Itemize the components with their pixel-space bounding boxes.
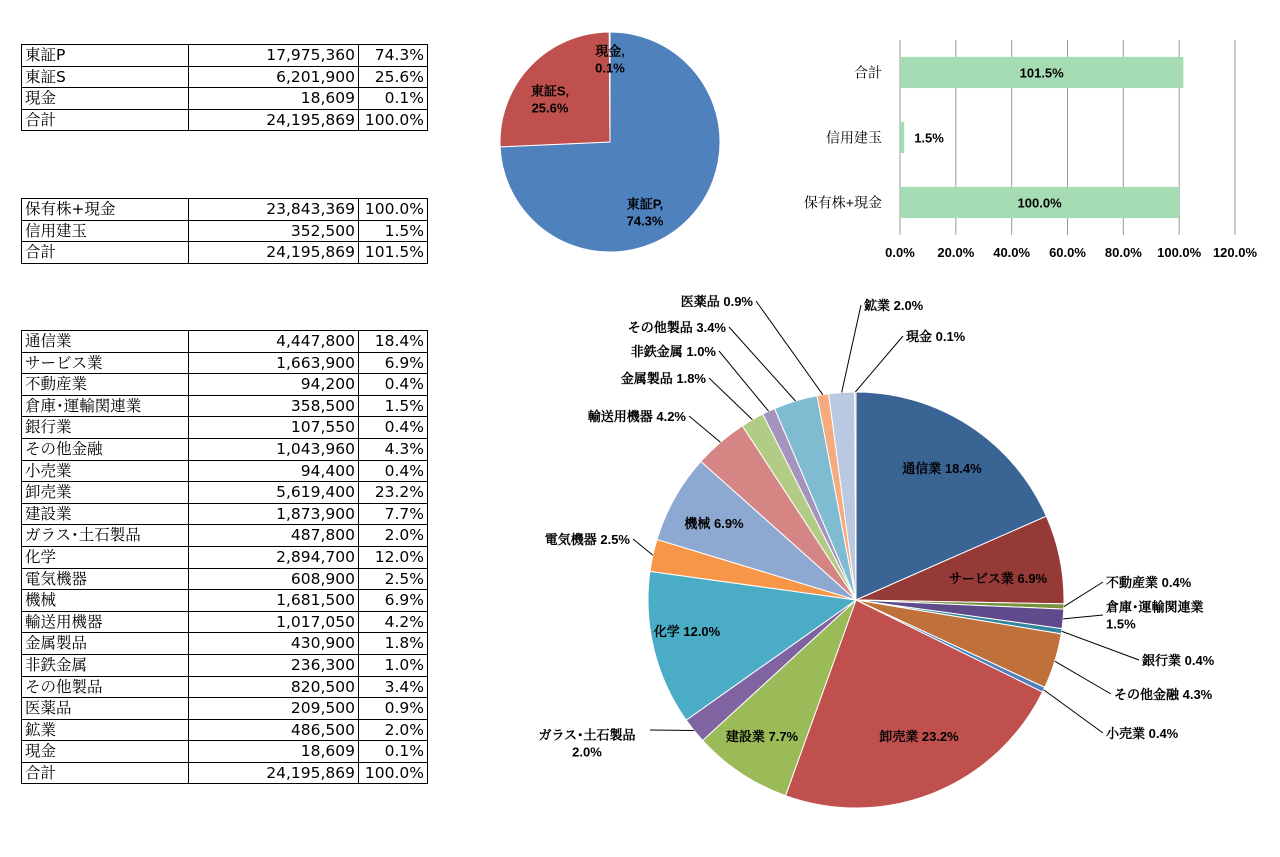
leader-line (1044, 690, 1103, 733)
row-percent: 1.0% (359, 654, 428, 676)
pie-data-label: 現金 0.1% (906, 329, 966, 344)
row-percent: 74.3% (359, 45, 428, 67)
pie-data-label: その他金融 4.3% (1114, 687, 1213, 702)
row-percent: 4.2% (359, 611, 428, 633)
table-row (22, 482, 428, 504)
row-value: 1,043,960 (189, 438, 359, 460)
row-name: サービス業 (22, 352, 189, 374)
row-name: 不動産業 (22, 374, 189, 396)
pie-data-label: 医薬品 0.9% (680, 294, 753, 309)
row-percent: 1.5% (359, 395, 428, 417)
x-tick-label: 20.0% (937, 245, 975, 260)
table-row (22, 199, 428, 221)
pie-data-label: 卸売業 23.2% (879, 729, 959, 744)
row-value: 24,195,869 (189, 109, 359, 131)
row-value: 24,195,869 (189, 242, 359, 264)
row-value: 1,663,900 (189, 352, 359, 374)
y-category-label: 合計 (854, 64, 882, 81)
row-value: 1,873,900 (189, 503, 359, 525)
table-row (22, 352, 428, 374)
table-row (22, 633, 428, 655)
leader-line (633, 539, 653, 555)
pie-data-label: 金属製品 1.8% (620, 371, 706, 386)
row-name: 卸売業 (22, 482, 189, 504)
row-value: 1,681,500 (189, 590, 359, 612)
leader-line (1064, 582, 1103, 607)
pie-data-label: 銀行業 0.4% (1142, 653, 1215, 668)
table-total-row (22, 242, 428, 264)
table-row (22, 438, 428, 460)
pie-data-label: その他製品 3.4% (627, 320, 726, 335)
table-row (22, 568, 428, 590)
row-name: 小売業 (22, 460, 189, 482)
bar-data-label: 101.5% (1019, 65, 1064, 81)
row-percent: 3.4% (359, 676, 428, 698)
row-value: 209,500 (189, 698, 359, 720)
row-value: 2,894,700 (189, 546, 359, 568)
row-name: その他金融 (22, 438, 189, 460)
row-percent: 1.5% (359, 220, 428, 242)
table-row (22, 503, 428, 525)
row-percent: 0.1% (359, 88, 428, 110)
row-value: 487,800 (189, 525, 359, 547)
table-row (22, 417, 428, 439)
table-total-row (22, 762, 428, 784)
row-value: 430,900 (189, 633, 359, 655)
x-tick-label: 60.0% (1049, 245, 1086, 260)
x-tick-label: 80.0% (1104, 245, 1142, 260)
bar-data-label: 100.0% (1017, 195, 1062, 211)
table-row (22, 45, 428, 67)
bar-data-label: 1.5% (914, 130, 944, 146)
row-percent: 4.3% (359, 438, 428, 460)
row-value: 236,300 (189, 654, 359, 676)
row-name: 電気機器 (22, 568, 189, 590)
row-percent: 2.5% (359, 568, 428, 590)
leader-line (689, 416, 720, 442)
pie-data-label: 非鉄金属 1.0% (630, 344, 716, 359)
row-value: 94,200 (189, 374, 359, 396)
row-percent: 6.9% (359, 590, 428, 612)
y-category-label: 信用建玉 (826, 129, 882, 146)
table-row (22, 66, 428, 88)
row-percent: 2.0% (359, 719, 428, 741)
table-row (22, 331, 428, 353)
leader-line (650, 730, 694, 731)
row-name: 合計 (22, 242, 189, 264)
pie-data-label: 小売業 0.4% (1106, 726, 1179, 741)
row-percent: 25.6% (359, 66, 428, 88)
row-value: 6,201,900 (189, 66, 359, 88)
pie-data-label: ガラス･土石製品 2.0% (538, 727, 636, 760)
pie-data-label: 輸送用機器 4.2% (587, 409, 686, 424)
pie-data-label: 鉱業 2.0% (864, 298, 924, 313)
row-name: 現金 (22, 741, 189, 763)
leader-line (855, 336, 903, 392)
table-row (22, 741, 428, 763)
row-value: 107,550 (189, 417, 359, 439)
row-name: 機械 (22, 590, 189, 612)
row-value: 352,500 (189, 220, 359, 242)
row-name: ガラス･土石製品 (22, 525, 189, 547)
leader-line (1062, 631, 1139, 660)
table-row (22, 88, 428, 110)
pie-data-label: 東証P, 74.3% (626, 196, 664, 229)
leader-line (719, 351, 769, 411)
pie-data-label: 電気機器 2.5% (544, 532, 630, 547)
row-name: 現金 (22, 88, 189, 110)
row-name: 合計 (22, 762, 189, 784)
row-percent: 0.9% (359, 698, 428, 720)
row-value: 1,017,050 (189, 611, 359, 633)
row-percent: 12.0% (359, 546, 428, 568)
row-value: 486,500 (189, 719, 359, 741)
row-value: 4,447,800 (189, 331, 359, 353)
row-percent: 100.0% (359, 109, 428, 131)
row-name: 金属製品 (22, 633, 189, 655)
pie-data-label: 東証S, 25.6% (530, 83, 570, 116)
pie-data-label: 機械 6.9% (684, 516, 744, 531)
row-percent: 0.4% (359, 460, 428, 482)
table-total-row (22, 109, 428, 131)
market-pie-chart (490, 22, 730, 262)
pie-data-label: 化学 12.0% (653, 624, 721, 639)
row-name: 医薬品 (22, 698, 189, 720)
x-tick-label: 120.0% (1212, 245, 1258, 260)
pie-data-label: 倉庫･運輸関連業 1.5% (1106, 599, 1204, 632)
row-value: 23,843,369 (189, 199, 359, 221)
market-table (21, 44, 428, 131)
row-value: 24,195,869 (189, 762, 359, 784)
row-name: 信用建玉 (22, 220, 189, 242)
row-name: その他製品 (22, 676, 189, 698)
row-percent: 6.9% (359, 352, 428, 374)
leader-line (1063, 615, 1103, 619)
row-value: 820,500 (189, 676, 359, 698)
row-percent: 0.4% (359, 374, 428, 396)
row-percent: 0.1% (359, 741, 428, 763)
row-name: 化学 (22, 546, 189, 568)
pie-data-label: 不動産業 0.4% (1106, 575, 1192, 590)
leader-line (1055, 661, 1111, 694)
leader-line (756, 301, 823, 395)
row-value: 5,619,400 (189, 482, 359, 504)
row-percent: 1.8% (359, 633, 428, 655)
row-name: 保有株+現金 (22, 199, 189, 221)
pie-data-label: 現金, 0.1% (595, 43, 625, 76)
bar (900, 122, 904, 153)
pie-data-label: サービス業 6.9% (948, 571, 1048, 586)
table-row (22, 676, 428, 698)
sector-table (21, 330, 428, 784)
pie-data-label: 通信業 18.4% (902, 461, 982, 476)
row-percent: 0.4% (359, 417, 428, 439)
row-value: 608,900 (189, 568, 359, 590)
row-percent: 100.0% (359, 199, 428, 221)
row-name: 倉庫･運輸関連業 (22, 395, 189, 417)
table-row (22, 220, 428, 242)
row-value: 94,400 (189, 460, 359, 482)
table-row (22, 525, 428, 547)
row-percent: 23.2% (359, 482, 428, 504)
table-row (22, 698, 428, 720)
table-row (22, 546, 428, 568)
holdings-table (21, 198, 428, 264)
row-value: 358,500 (189, 395, 359, 417)
x-tick-label: 0.0% (885, 245, 915, 260)
x-tick-label: 40.0% (993, 245, 1031, 260)
row-percent: 7.7% (359, 503, 428, 525)
row-percent: 100.0% (359, 762, 428, 784)
row-name: 建設業 (22, 503, 189, 525)
row-name: 東証P (22, 45, 189, 67)
holdings-bar-chart (770, 30, 1270, 280)
sector-pie-chart (510, 290, 1270, 835)
row-name: 銀行業 (22, 417, 189, 439)
row-percent: 18.4% (359, 331, 428, 353)
row-percent: 101.5% (359, 242, 428, 264)
row-value: 18,609 (189, 741, 359, 763)
leader-line (729, 327, 795, 401)
row-name: 輸送用機器 (22, 611, 189, 633)
row-name: 東証S (22, 66, 189, 88)
row-value: 18,609 (189, 88, 359, 110)
table-row (22, 460, 428, 482)
row-value: 17,975,360 (189, 45, 359, 67)
row-name: 鉱業 (22, 719, 189, 741)
table-row (22, 374, 428, 396)
leader-line (842, 305, 861, 392)
table-row (22, 395, 428, 417)
row-name: 非鉄金属 (22, 654, 189, 676)
row-name: 通信業 (22, 331, 189, 353)
table-row (22, 611, 428, 633)
table-row (22, 654, 428, 676)
pie-data-label: 建設業 7.7% (725, 729, 799, 744)
x-tick-label: 100.0% (1157, 245, 1202, 260)
row-percent: 2.0% (359, 525, 428, 547)
y-category-label: 保有株+現金 (803, 194, 882, 211)
table-row (22, 590, 428, 612)
table-row (22, 719, 428, 741)
row-name: 合計 (22, 109, 189, 131)
